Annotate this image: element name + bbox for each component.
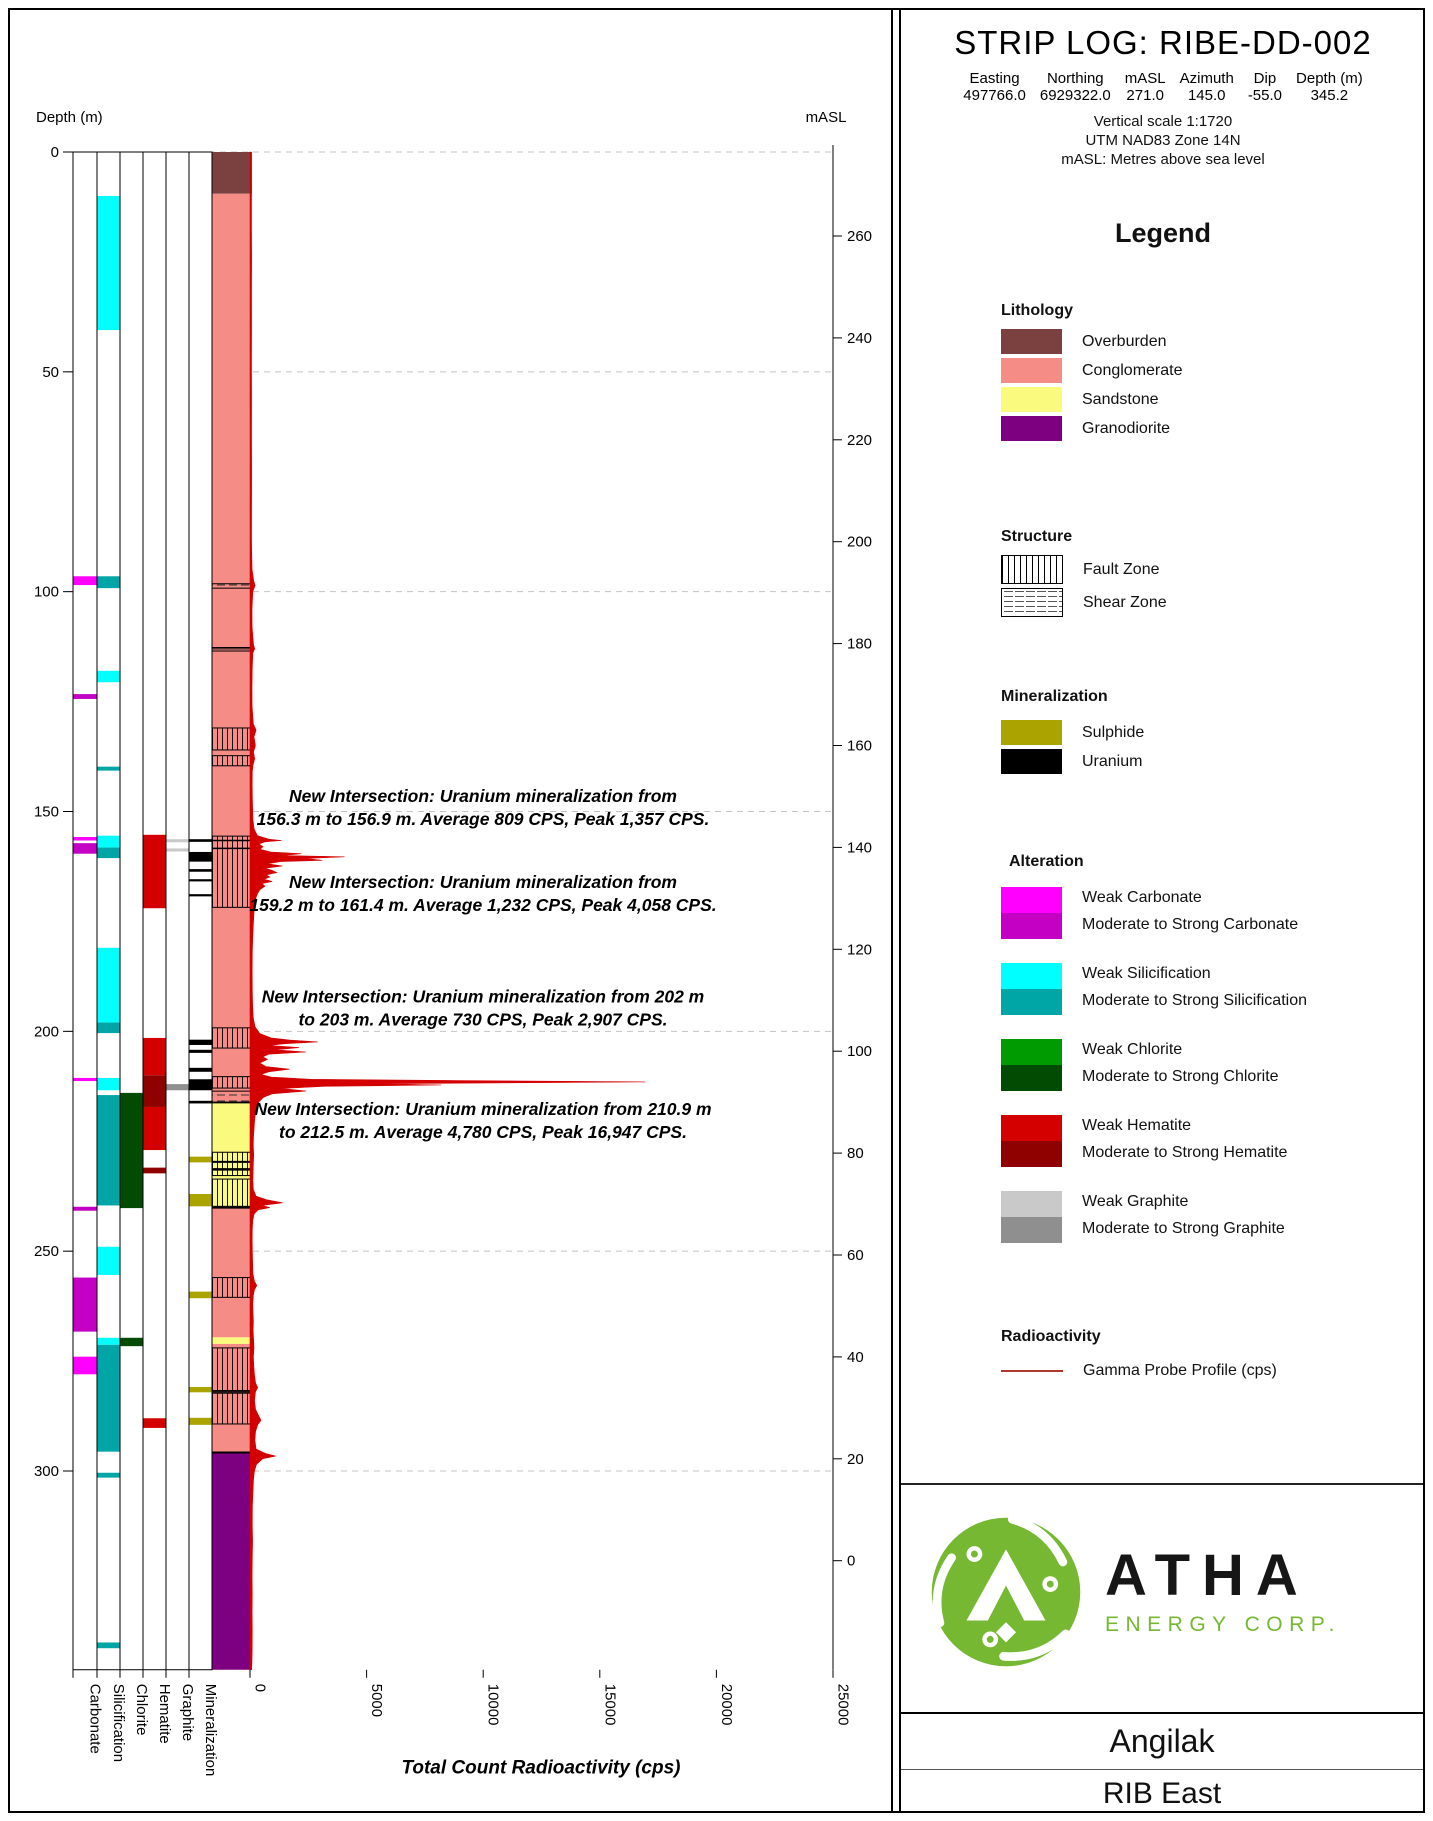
lithology-sandstone	[212, 1337, 252, 1344]
carbonate_strong-swatch	[1001, 913, 1062, 939]
chlorite-track	[120, 152, 143, 1670]
legend-item-label: Granodiorite	[1082, 419, 1171, 437]
legend-item-label: Conglomerate	[1082, 361, 1183, 379]
cps-tick-label: 25000	[834, 1683, 852, 1726]
intersection-annotation: 159.2 m to 161.4 m. Average 1,232 CPS, Peak 4,058 CPS.	[249, 895, 717, 916]
graphite-interval	[167, 1084, 189, 1090]
survey-note-line: UTM NAD83 Zone 14N	[1085, 132, 1241, 149]
company-logo	[927, 1513, 1341, 1671]
hematite-track	[143, 152, 166, 1670]
masl-tick-label: 260	[847, 228, 873, 245]
uranium-interval	[190, 852, 212, 862]
fault-zone	[212, 756, 252, 766]
masl-tick-label: 240	[847, 329, 873, 347]
company-tagline: ENERGY CORP.	[1105, 1613, 1341, 1636]
alteration-strong-label: Moderate to Strong Hematite	[1082, 1144, 1288, 1161]
fault-zone	[212, 1348, 252, 1391]
silicification-interval	[98, 848, 120, 859]
hematite-interval	[144, 1075, 166, 1107]
carbonate-interval	[74, 837, 97, 841]
gamma-legend-label: Gamma Probe Profile (cps)	[1083, 1362, 1277, 1379]
collar-header: Dip	[1253, 70, 1277, 87]
cps-tick-label: 5000	[368, 1683, 386, 1718]
legend-section-mineralization	[1001, 688, 1421, 778]
uranium-interval	[190, 1101, 212, 1104]
sulphide-interval	[190, 1194, 212, 1206]
legend-item-label: Sandstone	[1082, 390, 1159, 408]
legend-item-label: Overburden	[1082, 332, 1167, 350]
cps-tick-label: 10000	[484, 1683, 502, 1726]
carbonate-interval	[74, 576, 97, 585]
silicification-interval	[98, 767, 120, 771]
lithology-overburden	[212, 152, 252, 194]
alteration-strong-label: Moderate to Strong Silicification	[1082, 992, 1307, 1009]
masl-tick-label: 180	[847, 635, 873, 653]
silicification-interval	[98, 1078, 120, 1090]
mineralization-header: Mineralization	[1001, 688, 1108, 705]
fault-zone	[212, 728, 252, 750]
collar-value: 497766.0	[963, 87, 1026, 104]
masl-tick-label: 140	[847, 839, 873, 857]
collar-cell	[1241, 70, 1289, 104]
collar-value: -55.0	[1247, 87, 1283, 104]
alteration-pair	[1001, 1039, 1421, 1091]
intersection-annotation: to 203 m. Average 730 CPS, Peak 2,907 CPS.	[298, 1009, 668, 1030]
track-label: Hematite	[156, 1683, 173, 1744]
carbonate-interval	[74, 843, 97, 854]
alteration-header: Alteration	[1009, 853, 1084, 870]
collar-cell	[1118, 70, 1173, 104]
alteration-weak-label: Weak Chlorite	[1082, 1041, 1183, 1058]
hematite-interval	[144, 1418, 166, 1428]
fault-zone	[212, 1179, 252, 1206]
legend-item	[1001, 358, 1421, 383]
masl-axis-title: mASL	[805, 109, 847, 126]
track-label: Mineralization	[202, 1683, 219, 1777]
depth-tick-label: 150	[33, 803, 59, 821]
silicification_weak-swatch	[1001, 963, 1062, 989]
depth-tick-label: 100	[33, 583, 59, 601]
cps-axis-title: Total Count Radioactivity (cps)	[401, 1757, 681, 1779]
uranium-interval	[190, 1068, 212, 1072]
masl-tick-label: 100	[847, 1043, 873, 1061]
carbonate-track	[73, 152, 97, 1670]
intersection-annotation: New Intersection: Uranium mineralization from	[289, 872, 677, 893]
mineralization-track	[189, 152, 212, 1670]
uranium-interval	[190, 894, 212, 896]
cps-tick-label: 0	[251, 1683, 269, 1693]
legend-item-label: Shear Zone	[1083, 593, 1167, 611]
silicification-interval	[98, 1473, 120, 1478]
masl-tick-label: 20	[847, 1450, 864, 1468]
masl-tick-label: 220	[847, 431, 873, 449]
info-panel	[901, 8, 1425, 1706]
sulphide-interval	[190, 1157, 212, 1163]
carbonate-interval	[74, 1078, 97, 1081]
fault-zone-swatch	[1001, 555, 1063, 584]
sulphide-interval	[190, 1292, 212, 1299]
hematite_weak-swatch	[1001, 1115, 1062, 1141]
track-label: Graphite	[179, 1683, 196, 1742]
lithology-conglomerate	[212, 1208, 252, 1338]
silicification-interval	[98, 576, 120, 588]
uranium-interval	[190, 879, 212, 881]
depth-axis-title: Depth (m)	[36, 109, 103, 126]
uranium-interval	[190, 839, 212, 842]
sulphide-interval	[190, 1387, 212, 1392]
legend-item	[1001, 749, 1421, 774]
legend-title: Legend	[1114, 218, 1211, 248]
fault-zone	[212, 1393, 252, 1424]
depth-tick-label: 50	[42, 363, 59, 381]
fault-zone	[212, 836, 252, 907]
silicification-interval	[98, 196, 120, 330]
masl-tick-label: 120	[847, 941, 873, 959]
depth-tick-label: 300	[33, 1463, 59, 1481]
sulphide-swatch	[1001, 720, 1062, 745]
silicification-interval	[98, 1023, 120, 1034]
hematite-interval	[144, 835, 166, 908]
uranium-swatch	[1001, 749, 1062, 774]
cps-tick-label: 15000	[601, 1683, 619, 1726]
collar-value: 345.2	[1310, 87, 1349, 104]
fault-zone	[212, 1278, 252, 1298]
structure-header: Structure	[1001, 528, 1073, 545]
masl-tick-label: 160	[847, 737, 873, 755]
gamma-line-sample	[1001, 1370, 1063, 1372]
silicification-interval	[98, 1247, 120, 1275]
alteration-pair	[1001, 1191, 1421, 1243]
legend-section-alteration	[1001, 853, 1421, 1267]
collar-value: 6929322.0	[1039, 87, 1111, 104]
track-label: Silicification	[110, 1683, 127, 1763]
intersection-annotation: 156.3 m to 156.9 m. Average 809 CPS, Peak 1,357 CPS.	[256, 808, 710, 829]
hematite-interval	[144, 1168, 166, 1174]
shear-zone-swatch	[1001, 588, 1063, 617]
legend-section-radioactivity	[1001, 1328, 1421, 1380]
intersection-annotation: to 212.5 m. Average 4,780 CPS, Peak 16,947 CPS.	[279, 1121, 687, 1142]
hematite-interval	[144, 1107, 166, 1150]
alteration-weak-label: Weak Silicification	[1082, 965, 1211, 982]
collar-header: Azimuth	[1179, 70, 1234, 87]
carbonate_weak-swatch	[1001, 887, 1062, 913]
silicification-interval	[98, 836, 120, 848]
legend-item	[1001, 416, 1421, 441]
collar-header: mASL	[1124, 70, 1166, 87]
masl-tick-label: 60	[847, 1247, 864, 1264]
overburden-swatch	[1001, 329, 1062, 354]
alteration-strong-label: Moderate to Strong Graphite	[1082, 1220, 1285, 1237]
page-title: STRIP LOG: RIBE-DD-002	[954, 24, 1372, 61]
masl-tick-label: 80	[847, 1145, 864, 1163]
silicification-interval	[98, 1642, 120, 1648]
depth-tick-label: 0	[50, 144, 59, 161]
chlorite_strong-swatch	[1001, 1065, 1062, 1091]
collar-cell	[1289, 70, 1370, 104]
collar-cell	[956, 70, 1033, 104]
silicification-interval	[98, 671, 120, 682]
alteration-pair	[1001, 1115, 1421, 1167]
graphite-interval	[167, 848, 189, 851]
legend-section-lithology	[1001, 302, 1421, 445]
carbonate-interval	[74, 694, 97, 699]
depth-tick-label: 200	[33, 1023, 59, 1041]
lithology-granodiorite	[212, 1453, 252, 1670]
survey-notes	[901, 112, 1425, 169]
fault-zone	[212, 1077, 252, 1088]
chlorite-interval	[121, 1093, 143, 1208]
intersection-annotation: New Intersection: Uranium mineralization from	[289, 785, 677, 806]
fault-zone	[212, 1028, 252, 1048]
silicification-interval	[98, 1338, 120, 1345]
gamma-legend-row	[1001, 1362, 1421, 1380]
depth-tick-label: 250	[33, 1243, 59, 1261]
silicification-interval	[98, 1095, 120, 1205]
project-name: Angilak	[899, 1714, 1425, 1770]
uranium-interval	[190, 1040, 212, 1045]
radioactivity-header: Radioactivity	[1001, 1328, 1101, 1345]
carbonate-interval	[74, 1278, 97, 1332]
alteration-pair	[1001, 963, 1421, 1015]
legend-section-structure	[1001, 528, 1421, 621]
collar-value: 271.0	[1126, 87, 1164, 104]
legend-item	[1001, 588, 1421, 617]
alteration-pair	[1001, 887, 1421, 939]
collar-cell	[1173, 70, 1241, 104]
logo-box	[901, 1483, 1424, 1708]
alteration-weak-label: Weak Carbonate	[1082, 889, 1202, 906]
track-label: Chlorite	[133, 1683, 150, 1736]
alteration-weak-label: Weak Hematite	[1082, 1117, 1192, 1134]
masl-tick-label: 200	[847, 533, 873, 551]
sulphide-interval	[190, 1418, 212, 1425]
masl-tick-label: 0	[847, 1552, 856, 1570]
graphite-track	[166, 152, 189, 1670]
uranium-interval	[190, 869, 212, 872]
masl-tick-label: 40	[847, 1348, 864, 1366]
carbonate-interval	[74, 1207, 97, 1211]
collar-header: Depth (m)	[1296, 70, 1363, 87]
graphite_strong-swatch	[1001, 1217, 1062, 1243]
collar-header: Easting	[969, 70, 1020, 87]
graphite_weak-swatch	[1001, 1191, 1062, 1217]
granodiorite-swatch	[1001, 416, 1062, 441]
hematite-interval	[144, 1038, 166, 1075]
shear-zone	[212, 584, 252, 588]
alteration-strong-label: Moderate to Strong Chlorite	[1082, 1068, 1279, 1085]
uranium-interval	[190, 1050, 212, 1053]
collar-table	[923, 70, 1403, 104]
intersection-annotation: New Intersection: Uranium mineralization from 210.9 m	[254, 1098, 712, 1119]
survey-note-line: Vertical scale 1:1720	[1093, 113, 1233, 130]
sandstone-swatch	[1001, 387, 1062, 412]
legend-item-label: Fault Zone	[1083, 560, 1160, 578]
shear-zone	[212, 1091, 252, 1102]
uranium-interval	[190, 1079, 212, 1090]
alteration-weak-label: Weak Graphite	[1082, 1193, 1189, 1210]
panel-divider	[891, 8, 901, 1813]
fault-zone	[212, 1152, 252, 1175]
collar-cell	[1033, 70, 1118, 104]
collar-value: 145.0	[1187, 87, 1226, 104]
legend-item	[1001, 387, 1421, 412]
chlorite-interval	[121, 1338, 143, 1346]
atha-emblem-icon	[927, 1513, 1085, 1671]
conglomerate-swatch	[1001, 358, 1062, 383]
silicification_strong-swatch	[1001, 989, 1062, 1015]
silicification-interval	[98, 948, 120, 1023]
intersection-annotation: New Intersection: Uranium mineralization from 202 m	[261, 986, 705, 1007]
project-area: RIB East	[1102, 1777, 1222, 1810]
alteration-strong-label: Moderate to Strong Carbonate	[1082, 916, 1299, 933]
legend-item-label: Sulphide	[1082, 723, 1145, 741]
cps-tick-label: 20000	[717, 1683, 735, 1726]
legend-item-label: Uranium	[1082, 752, 1143, 770]
project-title-block	[899, 1712, 1425, 1815]
chlorite_weak-swatch	[1001, 1039, 1062, 1065]
legend-item	[1001, 720, 1421, 745]
legend-item	[1001, 555, 1421, 584]
graphite-interval	[167, 839, 189, 842]
collar-header: Northing	[1046, 70, 1104, 87]
hematite_strong-swatch	[1001, 1141, 1062, 1167]
legend-item	[1001, 329, 1421, 354]
company-name: ATHA	[1105, 1543, 1310, 1608]
silicification-interval	[98, 1345, 120, 1452]
track-label: Carbonate	[86, 1683, 104, 1754]
lithology-header: Lithology	[1001, 302, 1073, 319]
carbonate-interval	[74, 1357, 97, 1375]
survey-note-line: mASL: Metres above sea level	[1061, 151, 1265, 168]
